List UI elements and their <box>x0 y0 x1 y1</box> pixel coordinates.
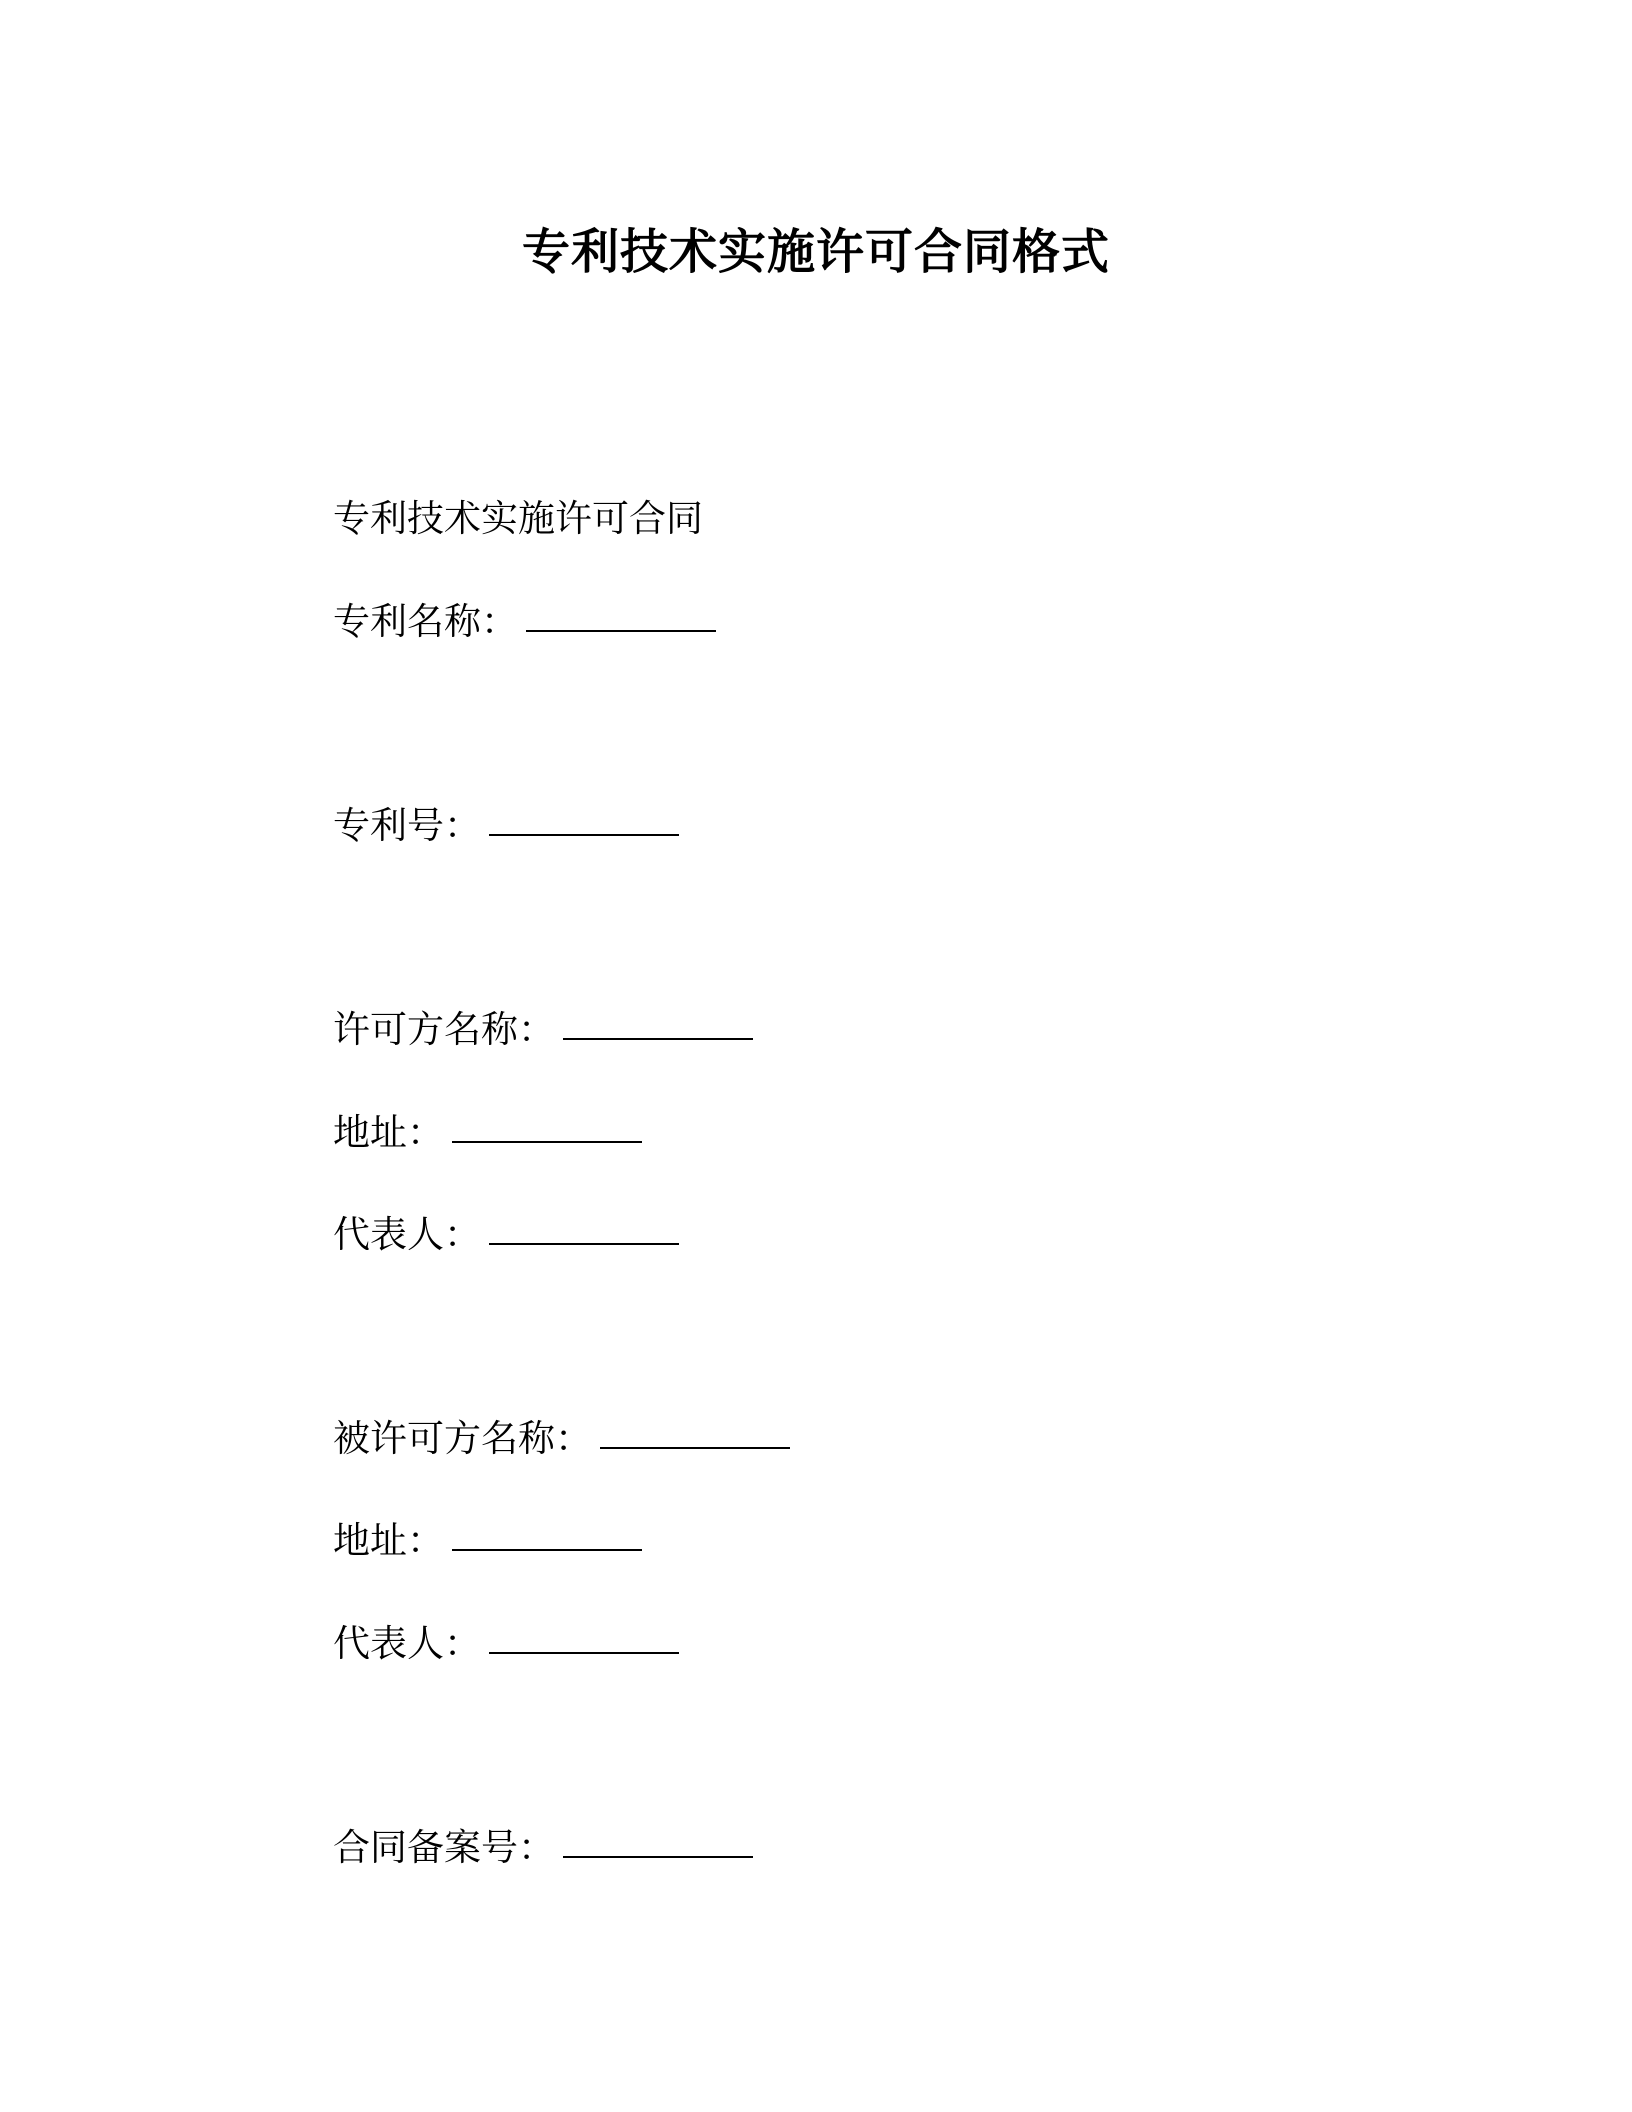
licensee-name-blank <box>600 1447 790 1449</box>
contract-filing-number-line <box>333 1823 753 1873</box>
licensee-name-label: 被许可方名称： <box>333 1417 592 1460</box>
licensee-representative-line <box>333 1619 679 1669</box>
document-title: 专利技术实施许可合同格式 <box>521 224 1110 280</box>
licensee-address-line <box>333 1516 642 1566</box>
licensor-representative-blank <box>489 1243 679 1245</box>
licensor-representative-line <box>333 1210 679 1260</box>
licensee-name-line <box>333 1414 790 1464</box>
licensor-name-blank <box>563 1038 753 1040</box>
contract-filing-number-blank <box>563 1856 753 1858</box>
licensee-representative-label: 代表人： <box>333 1622 481 1665</box>
contract-heading <box>333 494 703 544</box>
patent-name-label: 专利名称： <box>333 600 518 643</box>
licensor-name-label: 许可方名称： <box>333 1008 555 1051</box>
contract-heading-label: 专利技术实施许可合同 <box>333 497 703 540</box>
licensor-name-line <box>333 1005 753 1055</box>
patent-name-line <box>333 597 716 647</box>
patent-number-label: 专利号： <box>333 804 481 847</box>
patent-number-line <box>333 801 679 851</box>
licensor-address-label: 地址： <box>333 1111 444 1154</box>
licensor-address-blank <box>452 1141 642 1143</box>
patent-name-blank <box>526 630 716 632</box>
licensee-address-label: 地址： <box>333 1519 444 1562</box>
licensor-representative-label: 代表人： <box>333 1213 481 1256</box>
patent-number-blank <box>489 834 679 836</box>
contract-filing-number-label: 合同备案号： <box>333 1826 555 1869</box>
licensee-address-blank <box>452 1549 642 1551</box>
licensor-address-line <box>333 1108 642 1158</box>
licensee-representative-blank <box>489 1652 679 1654</box>
